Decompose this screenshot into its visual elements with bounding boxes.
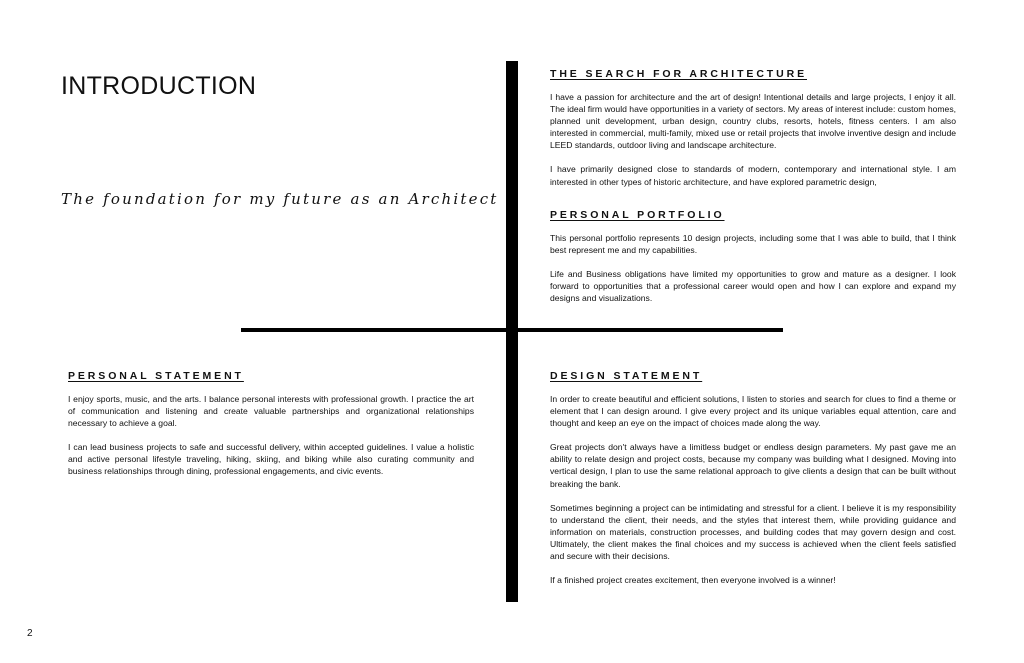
personal-statement-section [68,393,474,490]
statement-paragraph: I enjoy sports, music, and the arts. I balance personal interests with professional growth. I practice the art of communication and listening and create valuable partnerships and organizational relationships necessary to achieve a goal. [68,394,474,429]
tagline: The foundation for my future as an Architect [61,190,499,208]
portfolio-section [550,232,956,316]
search-heading: THE SEARCH FOR ARCHITECTURE [550,68,807,80]
statement-paragraph: I can lead business projects to safe and successful delivery, within accepted guidelines. I value a holistic and active personal lifestyle traveling, hiking, skiing, and biking while also curating community and business relationships through dining, professional engagements, and civic events. [68,442,474,477]
portfolio-paragraph: Life and Business obligations have limited my opportunities to grow and mature as a designer. I look forward to opportunities that a professional career would open and how I can explore and expand my designs and visualizations. [550,269,956,304]
page-title: INTRODUCTION [61,72,257,100]
design-statement-heading: DESIGN STATEMENT [550,370,703,382]
design-paragraph: If a finished project creates excitement, then everyone involved is a winner! [550,575,836,586]
search-paragraph: I have a passion for architecture and the art of design! Intentional details and large projects, I enjoy it all. The ideal firm would have opportunities in a variety of sectors. My areas of interest include: custom homes, planned unit development, urban design, country clubs, resorts, hotels, fitness centers. I am also interested in commercial, multi-family, mixed use or retail projects that involve inventive design and include LEED standards, outdoor living and landscape architecture. [550,92,957,151]
design-paragraph: Sometimes beginning a project can be intimidating and stressful for a client. I believe it is my responsibility to understand the client, their needs, and the styles that interest them, while providing guidance and information on materials, construction processes, and building codes that may govern design and cost. Ultimately, the client makes the final choices and my success is achieved when the client feels satisfied and secure with their decisions. [550,502,956,562]
design-paragraph: In order to create beautiful and efficient solutions, I listen to stories and search for clues to find a theme or element that I can design around. I give every project and its unique variables equal attention, care and thought and keep an eye on the impact of choices made along the way. [550,394,956,429]
search-paragraph: I have primarily designed close to standards of modern, contemporary and international style. I am interested in other types of historic architecture, and have explored parametric design, [550,164,956,187]
page-number: 2 [27,628,33,639]
design-statement-section [550,393,956,598]
personal-statement-heading: PERSONAL STATEMENT [68,370,244,382]
horizontal-divider [241,328,783,332]
design-paragraph: Great projects don't always have a limitless budget or endless design parameters. My past gave me an ability to relate design and project costs, because my company was building what I designed. Moving into vertical design, I plan to use the same relational approach to give clients a design that can be built without breaking the bank. [550,442,956,489]
search-section [550,91,956,200]
portfolio-heading: PERSONAL PORTFOLIO [550,209,725,221]
portfolio-paragraph: This personal portfolio represents 10 design projects, including some that I was able to build, that I think best represent me and my capabilities. [550,233,956,256]
